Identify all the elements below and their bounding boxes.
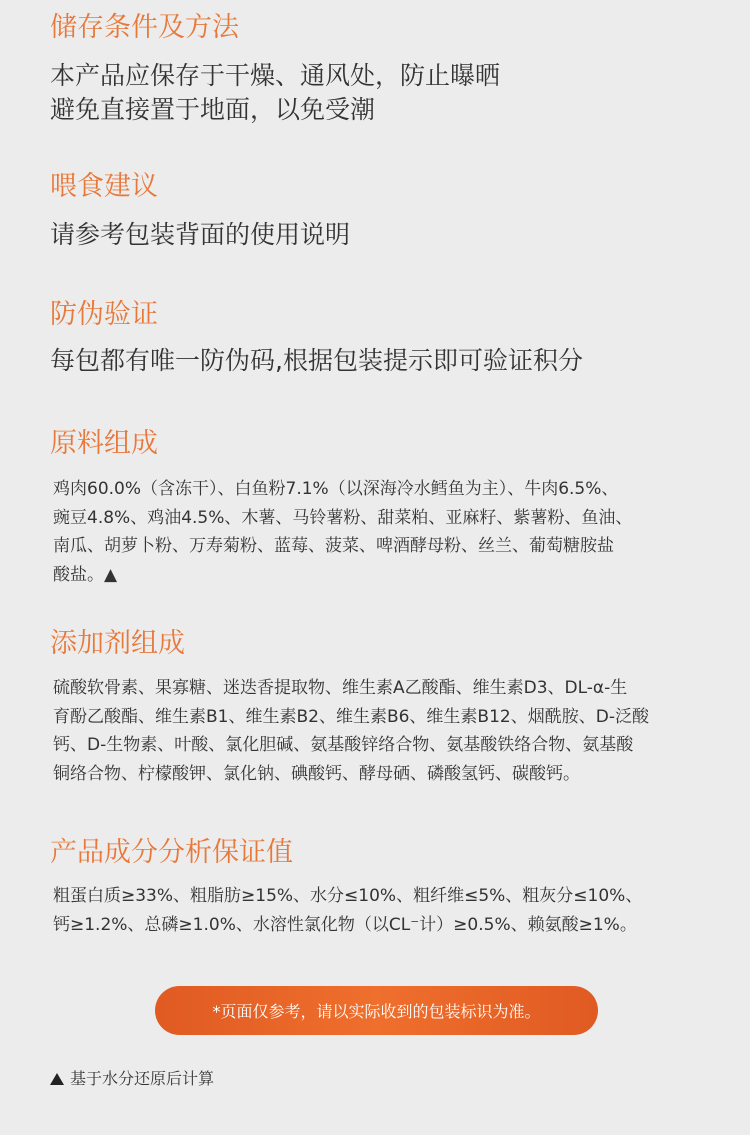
storage-line: 本产品应保存于干燥、通风处，防止曝晒 — [50, 61, 501, 90]
feeding-text: 请参考包装背面的使用说明 — [50, 220, 351, 249]
storage-heading: 储存条件及方法 — [50, 12, 239, 43]
additives-text — [53, 674, 703, 788]
analysis-text — [53, 882, 703, 939]
footnote-text: 基于水分还原后计算 — [70, 1069, 215, 1088]
analysis-heading: 产品成分分析保证值 — [50, 837, 293, 868]
footnote — [50, 1066, 214, 1089]
additives-line: 硫酸软骨素、果寡糖、迷迭香提取物、维生素A乙酸酯、维生素D3、DL-α-生 — [53, 678, 628, 698]
additives-line: 钙、D-生物素、叶酸、氯化胆碱、氨基酸锌络合物、氨基酸铁络合物、氨基酸 — [53, 735, 634, 755]
notice-button[interactable]: *页面仅参考，请以实际收到的包装标识为准。 — [155, 986, 598, 1035]
ingredients-line: 酸盐。▲ — [53, 564, 118, 585]
ingredients-text — [53, 475, 703, 589]
anti-counterfeit-heading: 防伪验证 — [50, 299, 158, 330]
storage-line: 避免直接置于地面，以免受潮 — [50, 95, 376, 124]
anti-counterfeit-text: 每包都有唯一防伪码,根据包装提示即可验证积分 — [50, 346, 583, 375]
analysis-line: 粗蛋白质≥33%、粗脂肪≥15%、水分≤10%、粗纤维≤5%、粗灰分≤10%、 — [53, 886, 643, 906]
additives-line: 育酚乙酸酯、维生素B1、维生素B2、维生素B6、维生素B12、烟酰胺、D-泛酸 — [53, 706, 649, 727]
additives-heading: 添加剂组成 — [50, 628, 185, 659]
ingredients-heading: 原料组成 — [50, 428, 158, 459]
storage-text — [50, 59, 500, 127]
analysis-line: 钙≥1.2%、总磷≥1.0%、水溶性氯化物（以CL⁻计）≥0.5%、赖氨酸≥1%。 — [53, 914, 637, 935]
additives-line: 铜络合物、柠檬酸钾、氯化钠、碘酸钙、酵母硒、磷酸氢钙、碳酸钙。 — [53, 763, 580, 784]
triangle-icon — [50, 1073, 64, 1085]
ingredients-line: 鸡肉60.0%（含冻干）、白鱼粉7.1%（以深海冷水鳕鱼为主）、牛肉6.5%、 — [53, 479, 619, 499]
ingredients-line: 豌豆4.8%、鸡油4.5%、木薯、马铃薯粉、甜菜粕、亚麻籽、紫薯粉、鱼油、 — [53, 507, 633, 528]
ingredients-line: 南瓜、胡萝卜粉、万寿菊粉、蓝莓、菠菜、啤酒酵母粉、丝兰、葡萄糖胺盐 — [53, 536, 614, 556]
feeding-heading: 喂食建议 — [50, 171, 158, 202]
